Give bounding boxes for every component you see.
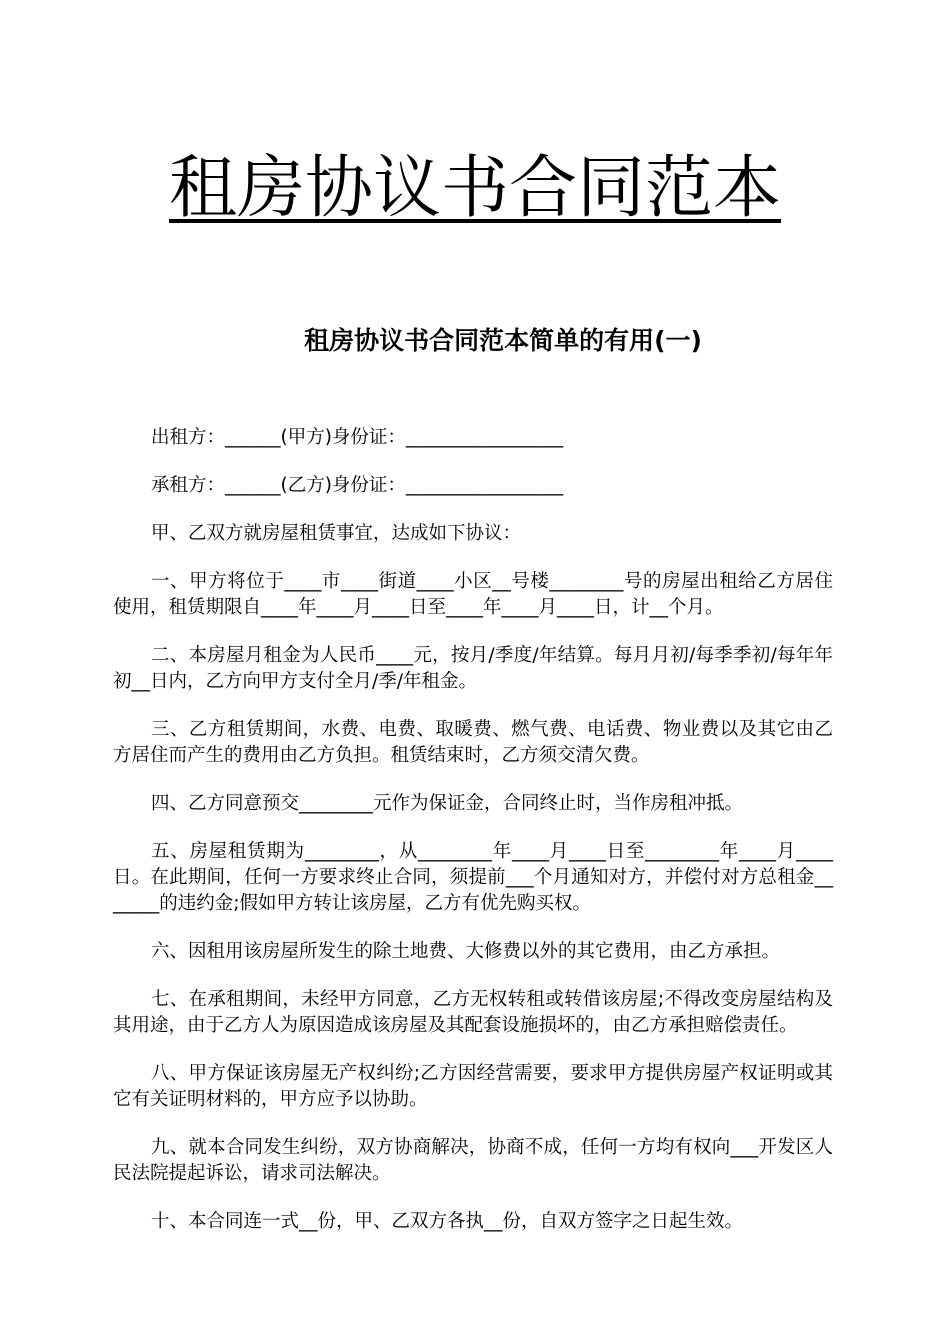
document-subtitle: 租房协议书合同范本简单的有用(一) — [304, 325, 702, 355]
document-title-text: 租房协议书合同范本 — [168, 148, 781, 228]
clause-1: 一、甲方将位于____市____街道____小区__号楼________号的房屋出租给乙方居住使用，租赁期限自____年____月____日至____年____月____日，计__个月。 — [113, 571, 833, 618]
clause-2: 二、本房屋月租金为人民币____元，按月/季度/年结算。每月月初/每季季初/每年年初__日内，乙方向甲方支付全月/季/年租金。 — [113, 645, 833, 692]
clause-9: 九、就本合同发生纠纷，双方协商解决，协商不成，任何一方均有权向___开发区人民法院提起诉讼，请求司法解决。 — [113, 1137, 833, 1184]
agreement-intro: 甲、乙双方就房屋租赁事宜，达成如下协议： — [151, 523, 522, 544]
clause-7: 七、在承租期间，未经甲方同意，乙方无权转租或转借该房屋;不得改变房屋结构及其用途，由于乙方人为原因造成该房屋及其配套设施损坏的，由乙方承担赔偿责任。 — [113, 989, 833, 1036]
document-body — [113, 425, 833, 1257]
clause-8: 八、甲方保证该房屋无产权纠纷;乙方因经营需要，要求甲方提供房屋产权证明或其它有关证明材料的，甲方应予以协助。 — [113, 1063, 833, 1110]
party-a-line: 出租方：______(甲方)身份证：_________________ — [151, 427, 564, 448]
clause-6: 六、因租用该房屋所发生的除土地费、大修费以外的其它费用，由乙方承担。 — [151, 941, 781, 962]
document-title — [0, 146, 950, 232]
clause-10: 十、本合同连一式__份，甲、乙双方各执__份，自双方签字之日起生效。 — [151, 1211, 744, 1232]
clause-4: 四、乙方同意预交________元作为保证金，合同终止时，当作房租冲抵。 — [151, 793, 744, 814]
clause-3: 三、乙方租赁期间，水费、电费、取暖费、燃气费、电话费、物业费以及其它由乙方居住而产生的费用由乙方负担。租赁结束时，乙方须交清欠费。 — [113, 719, 833, 766]
party-b-line: 承租方：______(乙方)身份证：_________________ — [151, 475, 564, 496]
clause-5: 五、房屋租赁期为________，从________年____月____日至________年____月____日。在此期间，任何一方要求终止合同，须提前___个月通知对方，并偿付对方总租金_______的违约金;假如甲方转让该房屋，乙方有优先购买权。 — [113, 841, 833, 914]
